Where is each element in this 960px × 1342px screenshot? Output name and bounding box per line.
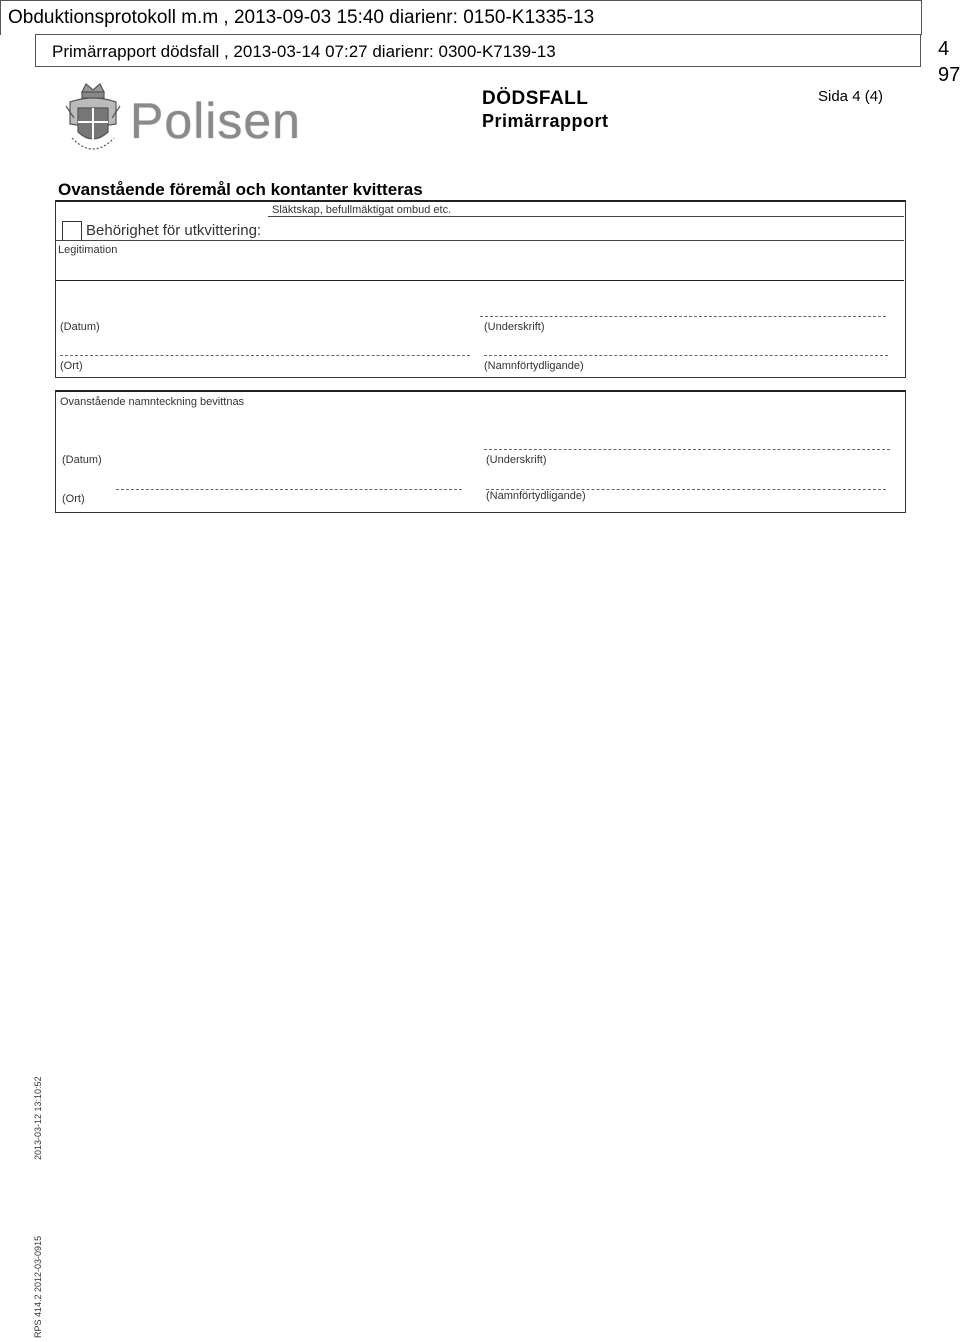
authority-checkbox[interactable] [62, 221, 82, 241]
attest-place-label: (Ort) [62, 493, 85, 505]
receipt-signature-label: (Underskrift) [484, 321, 545, 333]
margin-form-code: RPS 414.2 2012-03-0915 [33, 1235, 43, 1338]
inner-document-title: Primärrapport dödsfall , 2013-03-14 07:27 diarienr: 0300-K7139-13 [52, 42, 556, 61]
inner-frame-right [920, 34, 921, 66]
attest-signature-label: (Underskrift) [486, 454, 547, 466]
corner-page-total: 97 [938, 64, 960, 86]
attest-date-label: (Datum) [62, 454, 102, 466]
corner-page-number: 4 [938, 38, 950, 60]
attest-signature-line [484, 449, 890, 450]
receipt-name-clarification-label: (Namnförtydligande) [484, 360, 584, 372]
document-subtype: Primärrapport [482, 111, 609, 131]
attest-form-box [55, 390, 906, 513]
authority-field-line [55, 240, 904, 241]
page-indicator: Sida 4 (4) [818, 88, 884, 105]
attest-place-line [116, 489, 462, 490]
name-clarification-line [484, 355, 888, 356]
relation-field-line [268, 216, 904, 217]
relation-hint: Släktskap, befullmäktigat ombud etc. [272, 204, 452, 216]
brand-wordmark: Polisen [130, 93, 301, 149]
receipt-date-label: (Datum) [60, 321, 100, 333]
receipt-place-label: (Ort) [60, 360, 83, 372]
attest-name-clarification-label: (Namnförtydligande) [486, 490, 586, 502]
inner-frame-bottom [35, 66, 921, 67]
signature-line [480, 316, 886, 317]
attest-heading: Ovanstående namnteckning bevittnas [60, 396, 245, 408]
id-field-line [55, 280, 904, 281]
id-label: Legitimation [58, 244, 118, 256]
receipt-heading: Ovanstående föremål och kontanter kvitteras [58, 180, 423, 199]
place-line [60, 355, 470, 356]
police-crest-icon [62, 78, 124, 162]
document-type: DÖDSFALL [482, 88, 589, 109]
authority-label: Behörighet för utkvittering: [86, 222, 262, 239]
outer-document-title: Obduktionsprotokoll m.m , 2013-09-03 15:40 diarienr: 0150-K1335-13 [8, 7, 595, 28]
inner-frame-left [35, 34, 36, 66]
header-divider [35, 34, 921, 35]
margin-timestamp: 2013-03-12 13:10:52 [33, 1076, 43, 1160]
